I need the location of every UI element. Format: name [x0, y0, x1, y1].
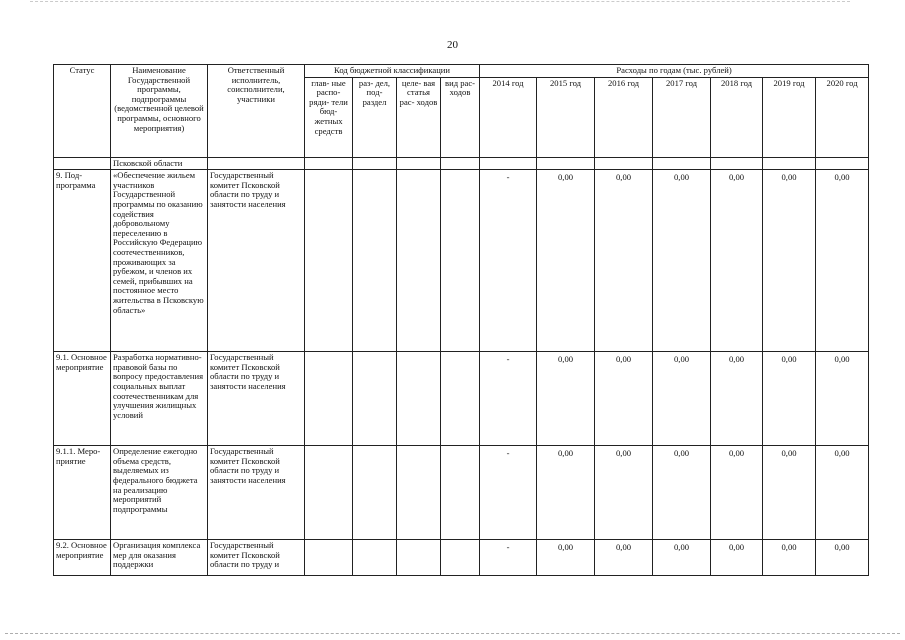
- header-year-2017: 2017 год: [653, 77, 711, 157]
- header-expenses: Расходы по годам (тыс. рублей): [480, 65, 869, 78]
- value-2016: 0,00: [595, 540, 653, 576]
- table-row: [54, 352, 869, 446]
- value-2019: 0,00: [763, 170, 816, 352]
- value-2019: 0,00: [763, 352, 816, 446]
- page-number: 20: [447, 39, 458, 51]
- row-executor: Государственный комитет Псковской области по труду и занятости населения: [208, 170, 305, 352]
- header-budget-code: Код бюджетной классификации: [305, 65, 480, 78]
- value-2020: 0,00: [816, 540, 869, 576]
- header-year-2015: 2015 год: [537, 77, 595, 157]
- value-2016: 0,00: [595, 170, 653, 352]
- row-executor: Государственный комитет Псковской области по труду и: [208, 540, 305, 576]
- scan-edge-bottom: [5, 633, 900, 634]
- value-2018: 0,00: [711, 352, 763, 446]
- row-executor: Государственный комитет Псковской области по труду и занятости населения: [208, 352, 305, 446]
- header-year-2014: 2014 год: [480, 77, 537, 157]
- scan-edge-top: [30, 1, 850, 2]
- row-status: 9.1.1. Меро- приятие: [54, 446, 111, 540]
- value-2020: 0,00: [816, 352, 869, 446]
- value-2016: 0,00: [595, 352, 653, 446]
- header-year-2020: 2020 год: [816, 77, 869, 157]
- row-status: 9.2. Основное мероприятие: [54, 540, 111, 576]
- table-row: [54, 540, 869, 576]
- header-year-2018: 2018 год: [711, 77, 763, 157]
- header-budget-article: целе- вая статья рас- ходов: [397, 77, 441, 157]
- header-budget-grbs: глав- ные распо- ряди- тели бюд- жетных средств: [305, 77, 353, 157]
- table-row: [54, 170, 869, 352]
- value-2016: 0,00: [595, 446, 653, 540]
- value-2014: -: [480, 170, 537, 352]
- row-executor: Государственный комитет Псковской области по труду и занятости населения: [208, 446, 305, 540]
- row-name: Определение ежегодно объема средств, выделяемых из федерального бюджета на реализацию мероприятий подпрограммы: [111, 446, 208, 540]
- value-2017: 0,00: [653, 446, 711, 540]
- value-2017: 0,00: [653, 170, 711, 352]
- value-2014: -: [480, 352, 537, 446]
- row-name: Организация комплекса мер для оказания поддержки: [111, 540, 208, 576]
- value-2017: 0,00: [653, 352, 711, 446]
- row-name: «Обеспечение жильем участников Государственной программы по оказанию содействия добровольному переселению в Российскую Федерацию соотечественников, проживающих за рубежом, и членов их семей, прибывших на постоянное место жительства в Псковскую область»: [111, 170, 208, 352]
- row-status: 9. Под- программа: [54, 170, 111, 352]
- header-budget-section: раз- дел, под- раздел: [353, 77, 397, 157]
- value-2018: 0,00: [711, 540, 763, 576]
- header-status: Статус: [54, 65, 111, 158]
- value-2015: 0,00: [537, 540, 595, 576]
- header-budget-type: вид рас- ходов: [441, 77, 480, 157]
- budget-table: [53, 64, 869, 576]
- table-row: [54, 446, 869, 540]
- header-executor: Ответственный исполнитель, соисполнители, участники: [208, 65, 305, 158]
- row-name: Разработка нормативно- правовой базы по вопросу предоставления социальных выплат соотечественникам для улучшения жилищных условий: [111, 352, 208, 446]
- value-2019: 0,00: [763, 446, 816, 540]
- value-2018: 0,00: [711, 446, 763, 540]
- continuation-row: [54, 157, 869, 170]
- value-2018: 0,00: [711, 170, 763, 352]
- value-2015: 0,00: [537, 446, 595, 540]
- value-2019: 0,00: [763, 540, 816, 576]
- header-year-2019: 2019 год: [763, 77, 816, 157]
- row-status: 9.1. Основное мероприятие: [54, 352, 111, 446]
- header-row-1: [54, 65, 869, 78]
- header-year-2016: 2016 год: [595, 77, 653, 157]
- value-2017: 0,00: [653, 540, 711, 576]
- continuation-name: Псковской области: [111, 157, 208, 170]
- value-2015: 0,00: [537, 352, 595, 446]
- value-2020: 0,00: [816, 446, 869, 540]
- value-2014: -: [480, 540, 537, 576]
- value-2020: 0,00: [816, 170, 869, 352]
- value-2015: 0,00: [537, 170, 595, 352]
- header-name: Наименование Государственной программы, подпрограммы (ведомственной целевой программы, основного мероприятия): [111, 65, 208, 158]
- value-2014: -: [480, 446, 537, 540]
